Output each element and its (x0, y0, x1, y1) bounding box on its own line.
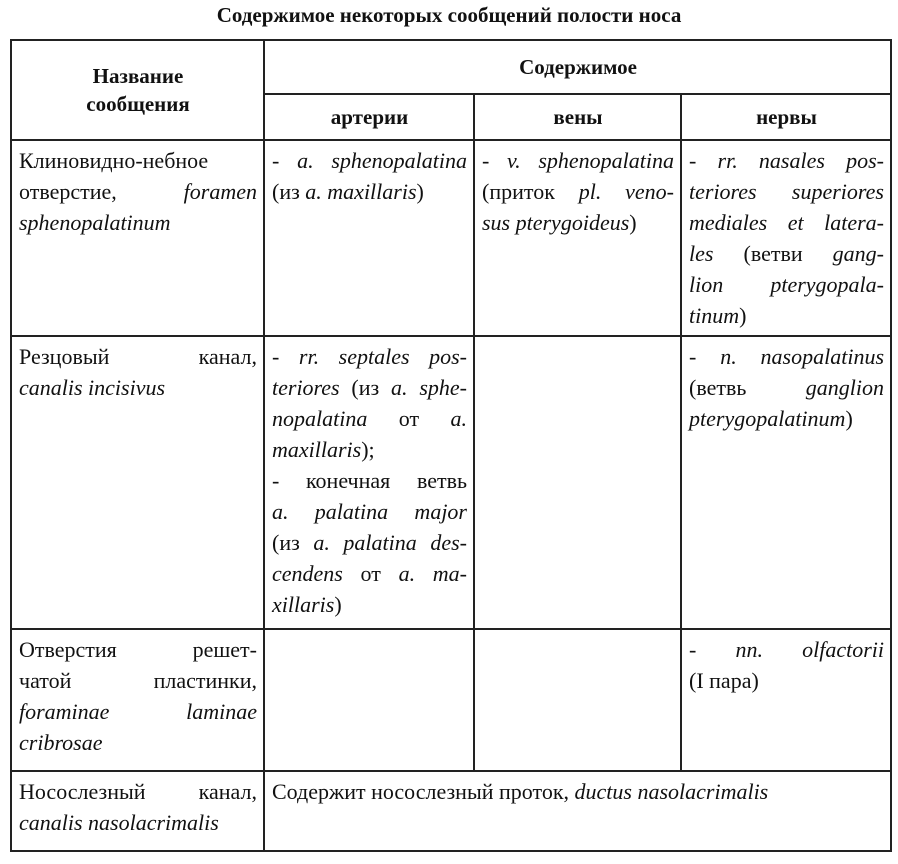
table-title: Содержимое некоторых сообщений полости носа (216, 3, 682, 27)
latin-term: sus pterygoideus (482, 210, 630, 235)
cell-line (19, 145, 257, 176)
header-name-line-1: Название (92, 64, 184, 88)
header-content-group: Содержимое (264, 40, 891, 94)
latin-term: maxillaris (272, 437, 362, 462)
latin-term: a. palatina des- (313, 530, 467, 555)
latin-term: teriores superiores (689, 179, 884, 204)
latin-term: cendens (272, 561, 343, 586)
cell-text-run: чатой пластинки, (19, 668, 257, 693)
cell-text-run: ) (739, 303, 747, 328)
cell-line (689, 372, 884, 403)
latin-term: a. palatina major (272, 499, 467, 524)
latin-term: sphenopalatinum (19, 210, 171, 235)
header-arteries: артерии (264, 94, 474, 140)
cell-text-run: (из (339, 375, 392, 400)
cell-text-run: от (342, 561, 399, 586)
cell-line (689, 300, 884, 331)
cell-line (272, 372, 467, 403)
row-3-nerves (689, 634, 884, 696)
cell-text-run: (из (272, 179, 306, 204)
cell-text-run: - (689, 637, 736, 662)
row-1-veins-cell (474, 140, 681, 336)
cell-line (19, 807, 257, 838)
cell-text-run: Носослезный канал, (19, 779, 257, 804)
latin-term: lion pterygopala- (689, 272, 884, 297)
cell-line (272, 145, 467, 176)
table-row (11, 336, 891, 629)
row-2-nerves-cell (681, 336, 891, 629)
latin-term: xillaris (272, 592, 335, 617)
cell-text-run: - (482, 148, 508, 173)
cell-text-run: ) (629, 210, 637, 235)
latin-term: foramen (183, 179, 257, 204)
cell-text-run: от (367, 406, 451, 431)
cell-text-run: - (689, 344, 721, 369)
header-name-column (11, 40, 264, 140)
header-veins: вены (474, 94, 681, 140)
cell-line (19, 341, 257, 372)
table-row (11, 771, 891, 851)
cell-line (689, 145, 884, 176)
header-nerves: нервы (681, 94, 891, 140)
row-1-arteries (272, 145, 467, 207)
table-row (11, 140, 891, 336)
cell-line (689, 341, 884, 372)
cell-line (19, 372, 257, 403)
header-name-line-2: сообщения (86, 92, 190, 116)
latin-term: a. maxillaris (305, 179, 417, 204)
row-1-nerves (689, 145, 884, 331)
cell-line (272, 465, 467, 496)
row-4-merged-content (272, 776, 884, 807)
row-2-name (19, 341, 257, 403)
cell-line (272, 176, 467, 207)
cell-line (689, 238, 884, 269)
nasal-cavity-openings-table (10, 39, 892, 852)
row-1-name (19, 145, 257, 238)
row-2-arteries-cell (264, 336, 474, 629)
cell-text-run: ); (361, 437, 375, 462)
latin-term: ganglion (805, 375, 884, 400)
cell-text-run: - (272, 148, 298, 173)
table-row (11, 629, 891, 771)
latin-term: mediales et latera- (689, 210, 884, 235)
row-3-nerves-cell (681, 629, 891, 771)
cell-line (272, 527, 467, 558)
latin-term: pterygopalatinum (689, 406, 846, 431)
row-2-arteries (272, 341, 467, 620)
row-4-name (19, 776, 257, 838)
cell-line (689, 403, 884, 434)
cell-line (482, 176, 674, 207)
row-2-veins-cell (474, 336, 681, 629)
row-1-veins (482, 145, 674, 238)
row-4-name-cell (11, 771, 264, 851)
cell-line (19, 727, 257, 758)
latin-term: canalis nasolacrimalis (19, 810, 219, 835)
latin-term: a. sphenopalatina (297, 148, 467, 173)
cell-line (272, 403, 467, 434)
cell-line (272, 558, 467, 589)
cell-text-run: ) (416, 179, 424, 204)
cell-line (19, 776, 257, 807)
cell-text-run: (из (272, 530, 314, 555)
cell-line (272, 589, 467, 620)
row-3-veins-cell (474, 629, 681, 771)
cell-text-run: - (272, 344, 299, 369)
latin-term: a. sphe- (391, 375, 467, 400)
cell-text-run: - (689, 148, 718, 173)
latin-term: gang- (832, 241, 884, 266)
latin-term: canalis incisivus (19, 375, 166, 400)
cell-line (272, 496, 467, 527)
cell-line (19, 176, 257, 207)
cell-line (482, 145, 674, 176)
cell-line (689, 176, 884, 207)
cell-text-run: (I пара) (689, 668, 759, 693)
row-3-name (19, 634, 257, 758)
row-1-nerves-cell (681, 140, 891, 336)
latin-term: n. nasopalatinus (720, 344, 884, 369)
latin-term: foraminae laminae (19, 699, 257, 724)
cell-text-run: (ветви (713, 241, 833, 266)
latin-term: ductus nasolacrimalis (574, 779, 769, 804)
cell-line (272, 434, 467, 465)
row-1-arteries-cell (264, 140, 474, 336)
cell-line (19, 665, 257, 696)
cell-text-run: Клиновидно-небное (19, 148, 209, 173)
cell-text-run: - конечная ветвь (272, 468, 467, 493)
latin-term: les (689, 241, 714, 266)
latin-term: nopalatina (272, 406, 368, 431)
latin-term: v. sphenopalatina (507, 148, 674, 173)
cell-text-run: ) (334, 592, 342, 617)
cell-line (689, 634, 884, 665)
cell-text-run: ) (845, 406, 853, 431)
cell-text-run: Отверстия решет- (19, 637, 257, 662)
cell-line (272, 776, 884, 807)
latin-term: a. (450, 406, 467, 431)
latin-term: pl. veno- (578, 179, 675, 204)
row-2-name-cell (11, 336, 264, 629)
cell-text-run: (приток (482, 179, 579, 204)
latin-term: teriores (272, 375, 340, 400)
cell-text-run: отверстие, (19, 179, 184, 204)
cell-text-run: (ветвь (689, 375, 806, 400)
cell-line (689, 665, 884, 696)
cell-line (19, 696, 257, 727)
latin-term: a. ma- (398, 561, 468, 586)
latin-term: tinum (689, 303, 740, 328)
cell-line (689, 269, 884, 300)
cell-text-run: Резцовый канал, (19, 344, 257, 369)
row-3-arteries-cell (264, 629, 474, 771)
cell-line (19, 207, 257, 238)
row-1-name-cell (11, 140, 264, 336)
latin-term: cribrosae (19, 730, 103, 755)
row-2-nerves (689, 341, 884, 434)
latin-term: rr. septales pos- (298, 344, 468, 369)
latin-term: nn. olfactorii (735, 637, 884, 662)
row-3-name-cell (11, 629, 264, 771)
latin-term: rr. nasales pos- (717, 148, 884, 173)
cell-line (689, 207, 884, 238)
cell-text-run: Содержит носослезный проток, (272, 779, 575, 804)
cell-line (19, 634, 257, 665)
cell-line (272, 341, 467, 372)
row-4-merged-cell (264, 771, 891, 851)
cell-line (482, 207, 674, 238)
